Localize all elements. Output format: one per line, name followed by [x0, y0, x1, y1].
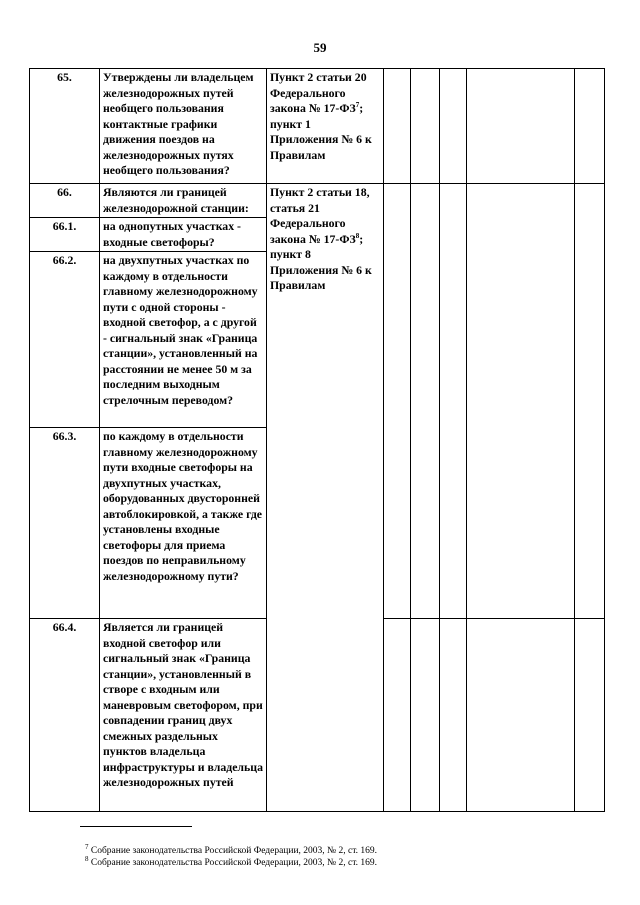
- answer-cell-yes[interactable]: [384, 184, 411, 619]
- answer-cell-na[interactable]: [440, 69, 467, 184]
- answer-cell-no[interactable]: [411, 619, 440, 812]
- answer-cell-no[interactable]: [411, 69, 440, 184]
- question-text: Утверждены ли владельцем железнодорожных путей необщего пользования контактные графики движения поездов на железнодорожных путях необщего пользования?: [100, 69, 267, 184]
- row-number: 66.3.: [30, 428, 100, 619]
- footnote-divider: [80, 826, 192, 827]
- extra-cell[interactable]: [575, 69, 605, 184]
- answer-cell-na[interactable]: [440, 184, 467, 619]
- row-number: 65.: [30, 69, 100, 184]
- question-text: по каждому в отдельности главному железнодорожному пути входные светофоры на двухпутных участках, оборудованных двусторонней автоблокировкой, а также где установлены входные светофоры для приема поездов по неправильному железнодорожному пути?: [100, 428, 267, 619]
- legal-reference: Пункт 2 статьи 20 Федерального закона № $17-ФЗ^7$; пункт 1 Приложения № 6 к Правилам: [267, 69, 384, 184]
- answer-cell-yes[interactable]: [384, 619, 411, 812]
- footnote: $^8$ Собрание законодательства Российской Федерации, 2003, № 2, ст. 169.: [85, 854, 378, 868]
- extra-cell[interactable]: [575, 619, 605, 812]
- notes-cell[interactable]: [467, 69, 575, 184]
- table-row: [30, 184, 605, 218]
- footnote: $^7$ Собрание законодательства Российской Федерации, 2003, № 2, ст. 169.: [85, 842, 378, 856]
- legal-reference: Пункт 2 статьи 18, статья 21 Федерального закона № $17-ФЗ^8$; пункт 8 Приложения № 6 к Правилам: [267, 184, 384, 812]
- answer-cell-yes[interactable]: [384, 69, 411, 184]
- checklist-table: [29, 68, 605, 812]
- answer-cell-na[interactable]: [440, 619, 467, 812]
- table-row: [30, 69, 605, 184]
- answer-cell-no[interactable]: [411, 184, 440, 619]
- row-number: 66.: [30, 184, 100, 218]
- notes-cell[interactable]: [467, 619, 575, 812]
- question-text: Является ли границей входной светофор или сигнальный знак «Граница станции», установленный в створе с входным или маневровым светофором, при совпадении границ двух смежных раздельных пунктов владельца инфраструктуры и владельца железнодорожных путей: [100, 619, 267, 812]
- row-number: 66.1.: [30, 218, 100, 252]
- question-text: на двухпутных участках по каждому в отдельности главному железнодорожному пути с одной стороны - входной светофор, а с другой - сигнальный знак «Граница станции», установленный на расстоянии не менее 50 м за последним выходным стрелочным переводом?: [100, 252, 267, 428]
- question-text: Являются ли границей железнодорожной станции:: [100, 184, 267, 218]
- row-number: 66.4.: [30, 619, 100, 812]
- question-text: на однопутных участках - входные светофоры?: [100, 218, 267, 252]
- footnotes: [80, 826, 600, 869]
- notes-cell[interactable]: [467, 184, 575, 619]
- row-number: 66.2.: [30, 252, 100, 428]
- extra-cell[interactable]: [575, 184, 605, 619]
- page-number: 59: [313, 40, 327, 55]
